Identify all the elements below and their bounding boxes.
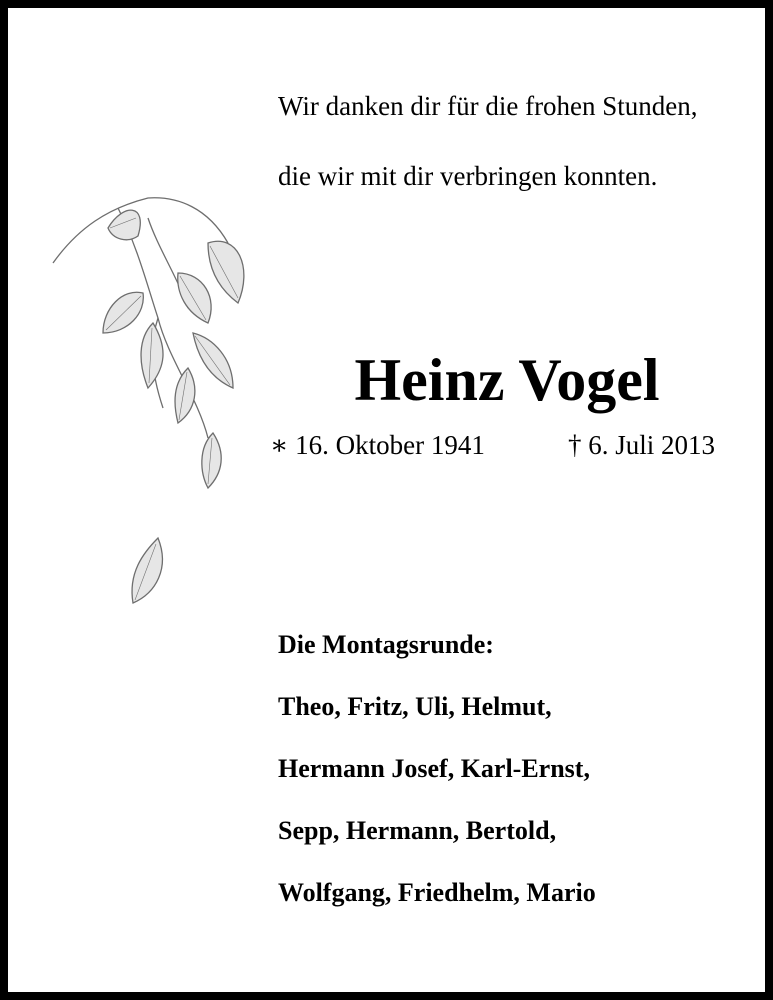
quote-line-1: Wir danken dir für die frohen Stunden, xyxy=(278,91,698,121)
quote-line-2: die wir mit dir verbringen konnten. xyxy=(278,161,658,191)
signature-names-line: Theo, Fritz, Uli, Helmut, xyxy=(278,692,552,721)
signature-names-line: Hermann Josef, Karl-Ernst, xyxy=(278,754,590,783)
birth-date: ∗ 16. Oktober 1941 xyxy=(270,430,485,460)
deceased-name: Heinz Vogel xyxy=(354,347,660,413)
signature-group: Die Montagsrunde: xyxy=(278,630,494,659)
signature-names-line: Wolfgang, Friedhelm, Mario xyxy=(278,878,596,907)
signature-names-line: Sepp, Hermann, Bertold, xyxy=(278,816,557,845)
death-date: † 6. Juli 2013 xyxy=(568,430,716,460)
